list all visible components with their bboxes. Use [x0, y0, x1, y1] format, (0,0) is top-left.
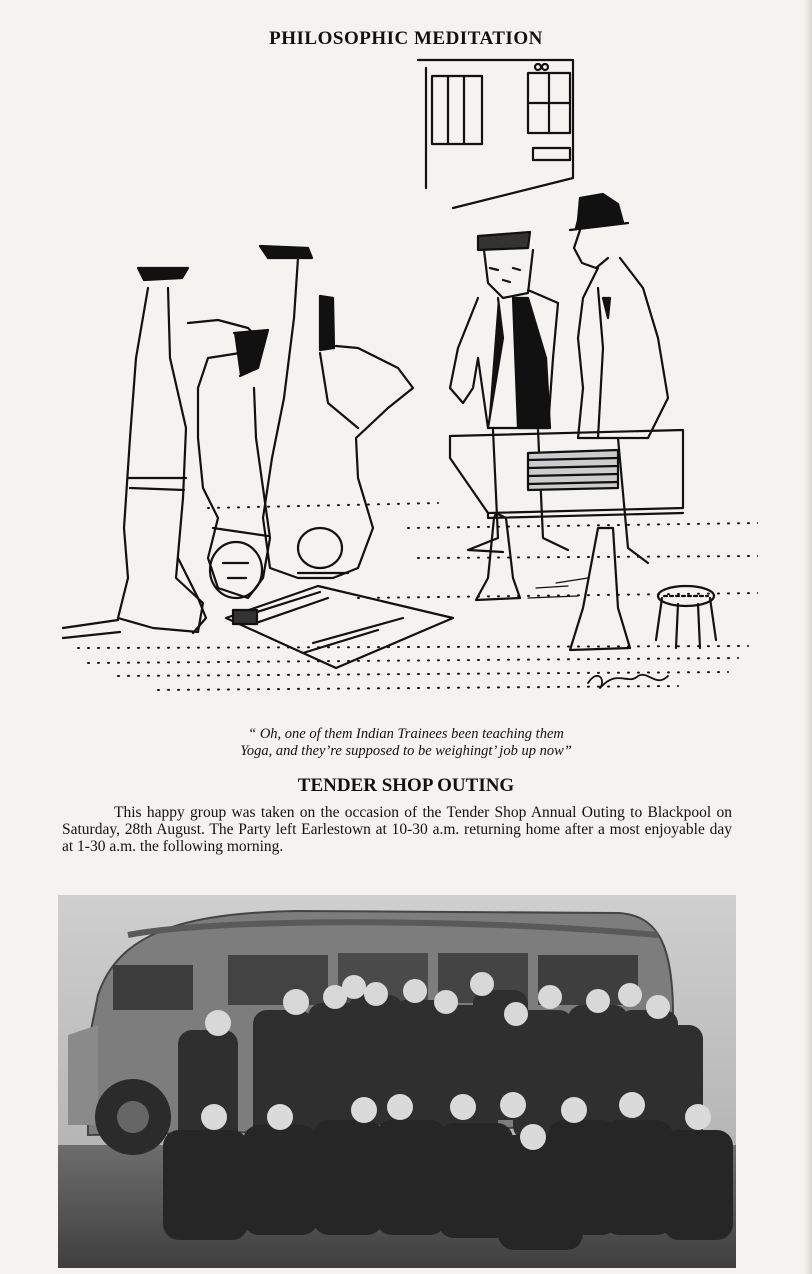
- window-frame: [418, 60, 573, 208]
- caption-line-2: Yoga, and they’re supposed to be weighingt’ job up now”: [240, 743, 572, 759]
- man-with-cap: [450, 232, 568, 552]
- caption-line-1: “ Oh, one of them Indian Trainees been teaching them: [248, 726, 564, 742]
- upside-down-figure-left: [63, 268, 206, 638]
- upside-down-figure-middle: [188, 320, 270, 598]
- article-body: This happy group was taken on the occasion of the Tender Shop Annual Outing to Blackpool on Saturday, 28th August. The Party left Earlestown at 10-30 a.m. returning home after a most enjoyable day at 1-30 a.m. the following morning.: [62, 804, 732, 855]
- upside-down-figure-right: [260, 246, 413, 578]
- cartoon-title: PHILOSOPHIC MEDITATION: [269, 28, 543, 49]
- man-with-bowler-hat: [570, 194, 668, 563]
- group-photo: [58, 895, 736, 1268]
- newspaper-on-floor: [226, 586, 453, 668]
- article-title: TENDER SHOP OUTING: [297, 775, 515, 796]
- stool: [656, 586, 716, 648]
- weighing-table: [450, 430, 683, 650]
- cartoon-illustration: [58, 58, 758, 708]
- cartoon-caption: [120, 726, 692, 760]
- page-edge-shadow: [804, 0, 812, 1274]
